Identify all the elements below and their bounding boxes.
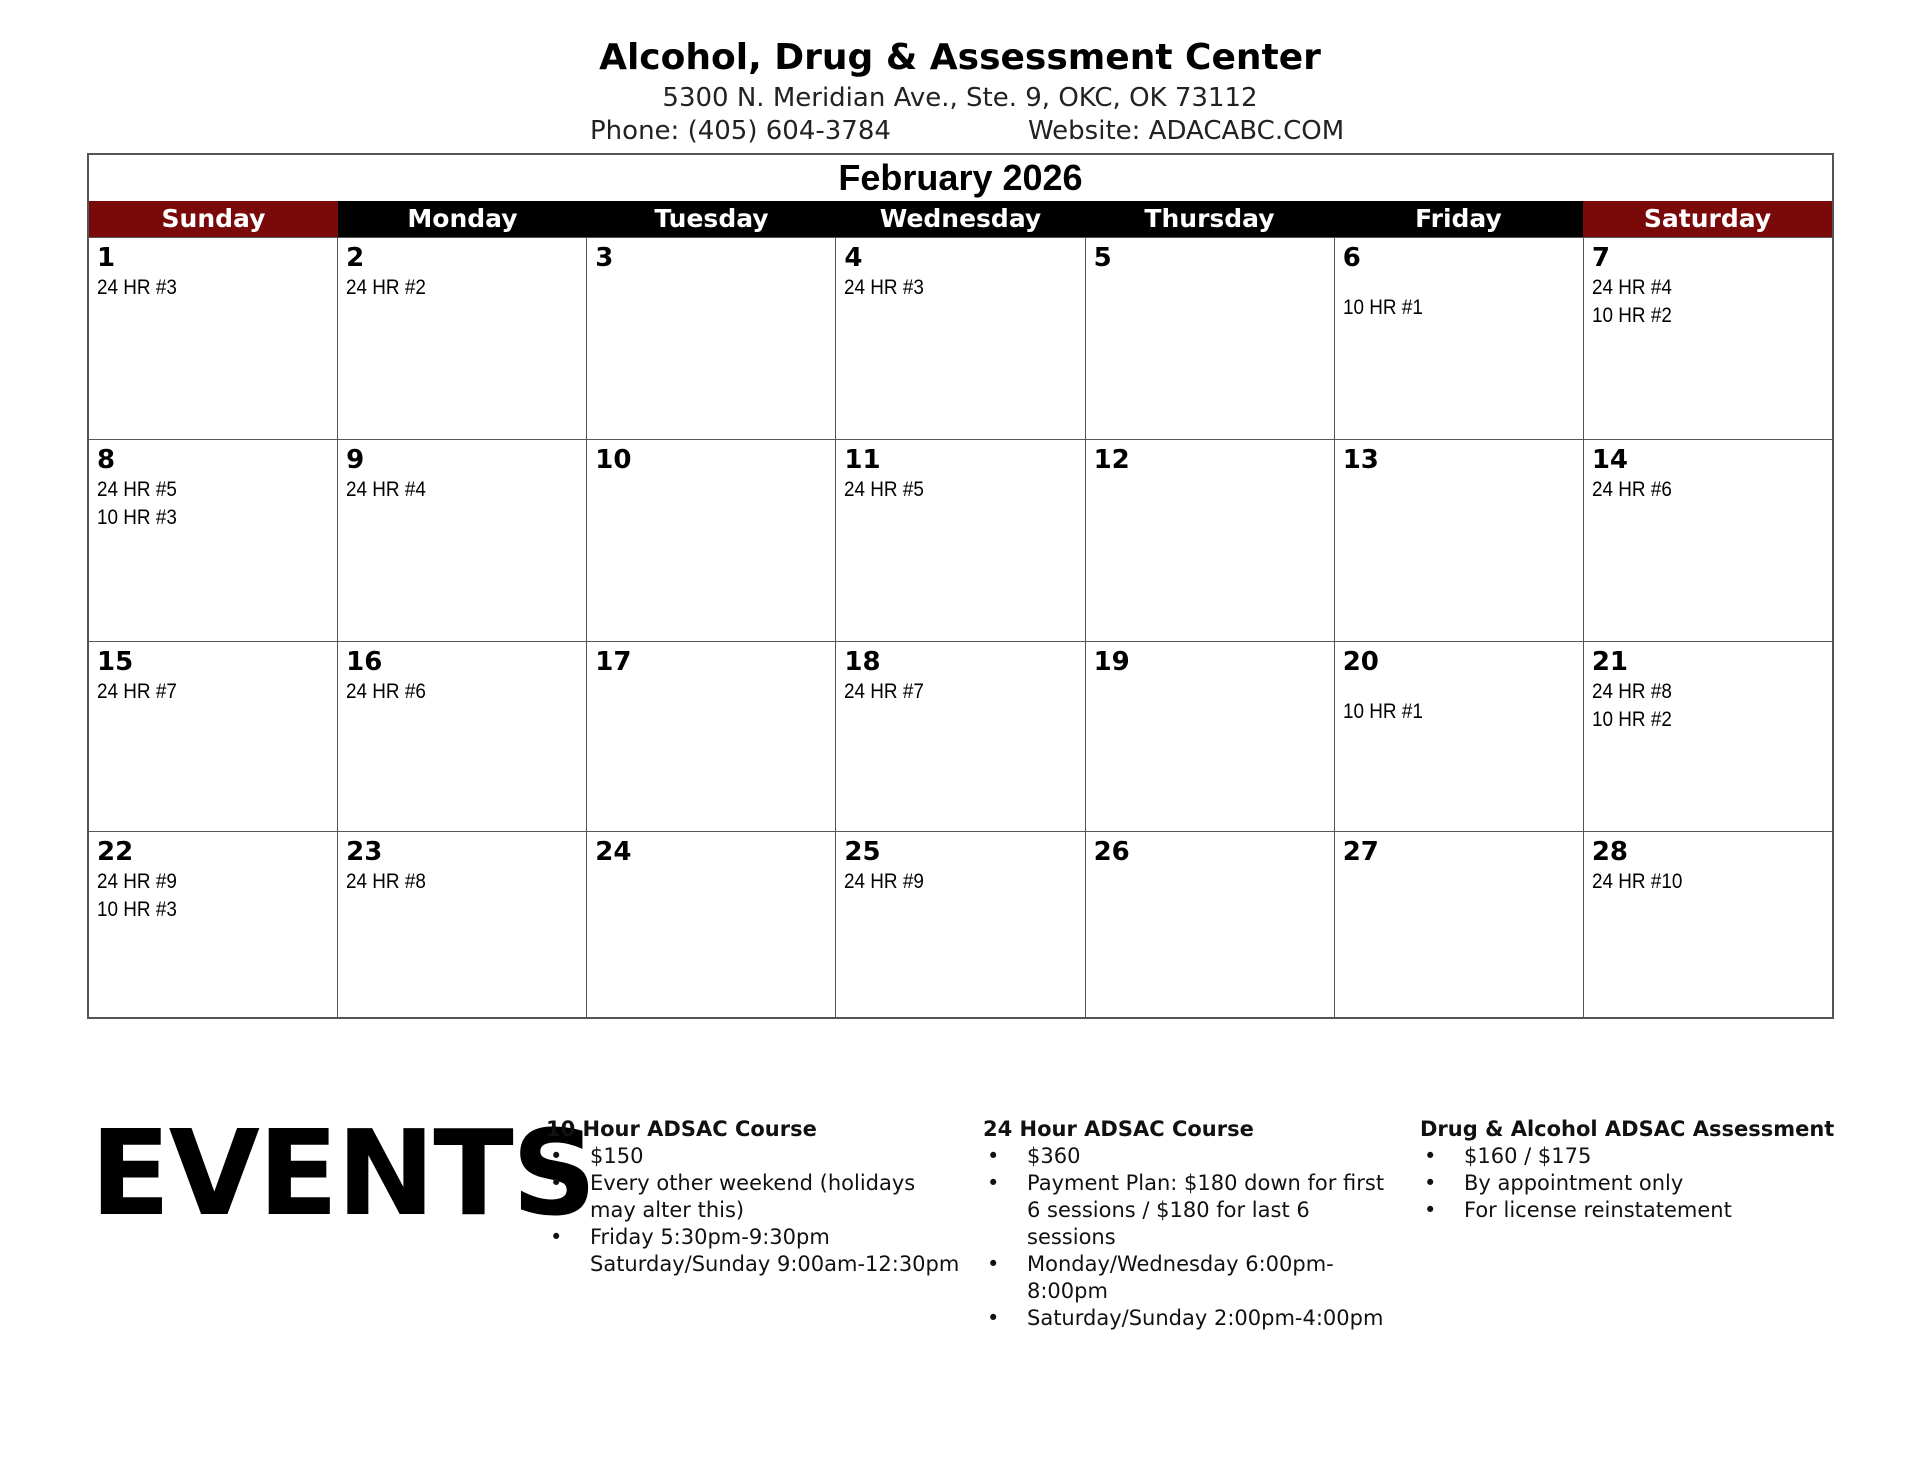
day-number: 1 — [97, 243, 116, 273]
organization-address: 5300 N. Meridian Ave., Ste. 9, OKC, OK 73112 — [662, 83, 1258, 113]
day-cell-thursday — [1085, 440, 1334, 641]
day-cell-friday — [1334, 642, 1583, 831]
contact-row — [0, 114, 1920, 148]
day-number: 22 — [97, 837, 134, 867]
calendar-event: 24 HR #10 — [1591, 870, 1683, 893]
day-cell-thursday — [1085, 238, 1334, 439]
events-heading: EVENTS — [90, 1104, 595, 1242]
twenty-four-hour-course-info — [983, 1116, 1393, 1332]
week-row — [89, 439, 1832, 641]
day-number: 9 — [346, 445, 365, 475]
calendar-event: 24 HR #6 — [1591, 478, 1672, 501]
weekday-thursday: Thursday — [1085, 201, 1334, 237]
weekday-wednesday: Wednesday — [836, 201, 1085, 237]
organization-name: Alcohol, Drug & Assessment Center — [599, 37, 1321, 78]
day-number: 20 — [1342, 647, 1379, 677]
day-cell-saturday — [1583, 832, 1832, 1019]
day-number: 17 — [595, 647, 632, 677]
day-number: 2 — [346, 243, 365, 273]
day-cell-saturday — [1583, 238, 1832, 439]
day-cell-saturday — [1583, 642, 1832, 831]
week-row — [89, 237, 1832, 439]
calendar-event: 10 HR #3 — [97, 506, 177, 529]
weekday-saturday: Saturday — [1583, 201, 1832, 237]
calendar-event: 24 HR #5 — [97, 478, 177, 501]
day-number: 23 — [346, 837, 383, 867]
day-cell-monday — [337, 642, 586, 831]
day-number: 10 — [595, 445, 632, 475]
phone-number: Phone: (405) 604-3784 — [590, 116, 891, 146]
list-item: • $360 — [983, 1143, 1393, 1170]
calendar-event: 24 HR #9 — [97, 870, 177, 893]
website: Website: ADACABC.COM — [1028, 116, 1345, 146]
list-item: • Monday/Wednesday 6:00pm-8:00pm — [983, 1251, 1393, 1305]
calendar-event: 24 HR #3 — [844, 276, 925, 299]
assessment-list — [1420, 1143, 1850, 1224]
day-number: 3 — [595, 243, 614, 273]
calendar-event: 24 HR #6 — [346, 680, 426, 703]
day-number: 19 — [1093, 647, 1130, 677]
day-cell-wednesday — [835, 238, 1084, 439]
assessment-info — [1420, 1116, 1850, 1224]
day-cell-friday — [1334, 832, 1583, 1019]
week-row — [89, 831, 1832, 1019]
calendar-event: 24 HR #7 — [97, 680, 177, 703]
day-cell-friday — [1334, 238, 1583, 439]
weekday-monday: Monday — [338, 201, 587, 237]
day-number: 27 — [1342, 837, 1379, 867]
ten-hour-course-info — [546, 1116, 966, 1278]
day-cell-friday — [1334, 440, 1583, 641]
day-cell-tuesday — [586, 238, 835, 439]
list-item: • Payment Plan: $180 down for first 6 sessions / $180 for last 6 sessions — [983, 1170, 1393, 1251]
calendar-event: 10 HR #1 — [1342, 296, 1423, 319]
twenty-four-hour-course-title: 24 Hour ADSAC Course — [983, 1117, 1254, 1141]
list-item: • For license reinstatement — [1420, 1197, 1850, 1224]
calendar-event: 10 HR #2 — [1591, 304, 1672, 327]
calendar-event: 24 HR #7 — [844, 680, 925, 703]
list-item: • $160 / $175 — [1420, 1143, 1850, 1170]
weekday-sunday: Sunday — [89, 201, 338, 237]
day-number: 5 — [1093, 243, 1112, 273]
list-item: • Friday 5:30pm-9:30pm Saturday/Sunday 9:00am-12:30pm — [546, 1224, 966, 1278]
ten-hour-course-title: 10 Hour ADSAC Course — [546, 1117, 817, 1141]
day-cell-monday — [337, 238, 586, 439]
day-number: 4 — [844, 243, 863, 273]
day-number: 12 — [1093, 445, 1130, 475]
day-cell-saturday — [1583, 440, 1832, 641]
day-number: 21 — [1591, 647, 1629, 677]
weekday-tuesday: Tuesday — [587, 201, 836, 237]
calendar-event: 10 HR #1 — [1342, 700, 1423, 723]
day-cell-tuesday — [586, 440, 835, 641]
calendar-event: 24 HR #3 — [97, 276, 177, 299]
day-number: 6 — [1342, 243, 1361, 273]
week-row — [89, 641, 1832, 831]
twenty-four-hour-course-list — [983, 1143, 1393, 1332]
day-cell-wednesday — [835, 642, 1084, 831]
day-number: 18 — [844, 647, 881, 677]
calendar-event: 10 HR #2 — [1591, 708, 1672, 731]
day-cell-monday — [337, 832, 586, 1019]
day-cell-tuesday — [586, 642, 835, 831]
day-number: 26 — [1093, 837, 1130, 867]
weekday-friday: Friday — [1334, 201, 1583, 237]
day-cell-thursday — [1085, 832, 1334, 1019]
calendar-event: 24 HR #9 — [844, 870, 925, 893]
day-cell-sunday — [89, 642, 337, 831]
list-item: • Saturday/Sunday 2:00pm-4:00pm — [983, 1305, 1393, 1332]
ten-hour-course-list — [546, 1143, 966, 1278]
list-item: • Every other weekend (holidays may alter this) — [546, 1170, 966, 1224]
day-number: 15 — [97, 647, 134, 677]
month-title: February 2026 — [838, 157, 1083, 198]
calendar-event: 24 HR #4 — [346, 478, 426, 501]
day-number: 14 — [1591, 445, 1629, 475]
day-number: 7 — [1591, 243, 1610, 273]
calendar-event: 24 HR #8 — [1591, 680, 1672, 703]
day-cell-wednesday — [835, 832, 1084, 1019]
day-cell-thursday — [1085, 642, 1334, 831]
day-number: 25 — [844, 837, 881, 867]
calendar-event: 24 HR #2 — [346, 276, 426, 299]
calendar-grid — [87, 153, 1834, 1019]
weekday-header-row — [89, 201, 1832, 237]
calendar-event: 10 HR #3 — [97, 898, 177, 921]
day-cell-sunday — [89, 832, 337, 1019]
day-number: 13 — [1342, 445, 1379, 475]
day-number: 28 — [1591, 837, 1629, 867]
calendar-event: 24 HR #8 — [346, 870, 426, 893]
day-number: 11 — [844, 445, 881, 475]
list-item: • By appointment only — [1420, 1170, 1850, 1197]
day-number: 24 — [595, 837, 632, 867]
list-item: • $150 — [546, 1143, 966, 1170]
day-number: 16 — [346, 647, 383, 677]
day-cell-wednesday — [835, 440, 1084, 641]
calendar-event: 24 HR #4 — [1591, 276, 1672, 299]
day-cell-sunday — [89, 238, 337, 439]
day-cell-monday — [337, 440, 586, 641]
day-cell-tuesday — [586, 832, 835, 1019]
assessment-title: Drug & Alcohol ADSAC Assessment — [1420, 1117, 1835, 1141]
day-cell-sunday — [89, 440, 337, 641]
calendar-event: 24 HR #5 — [844, 478, 925, 501]
day-number: 8 — [97, 445, 116, 475]
